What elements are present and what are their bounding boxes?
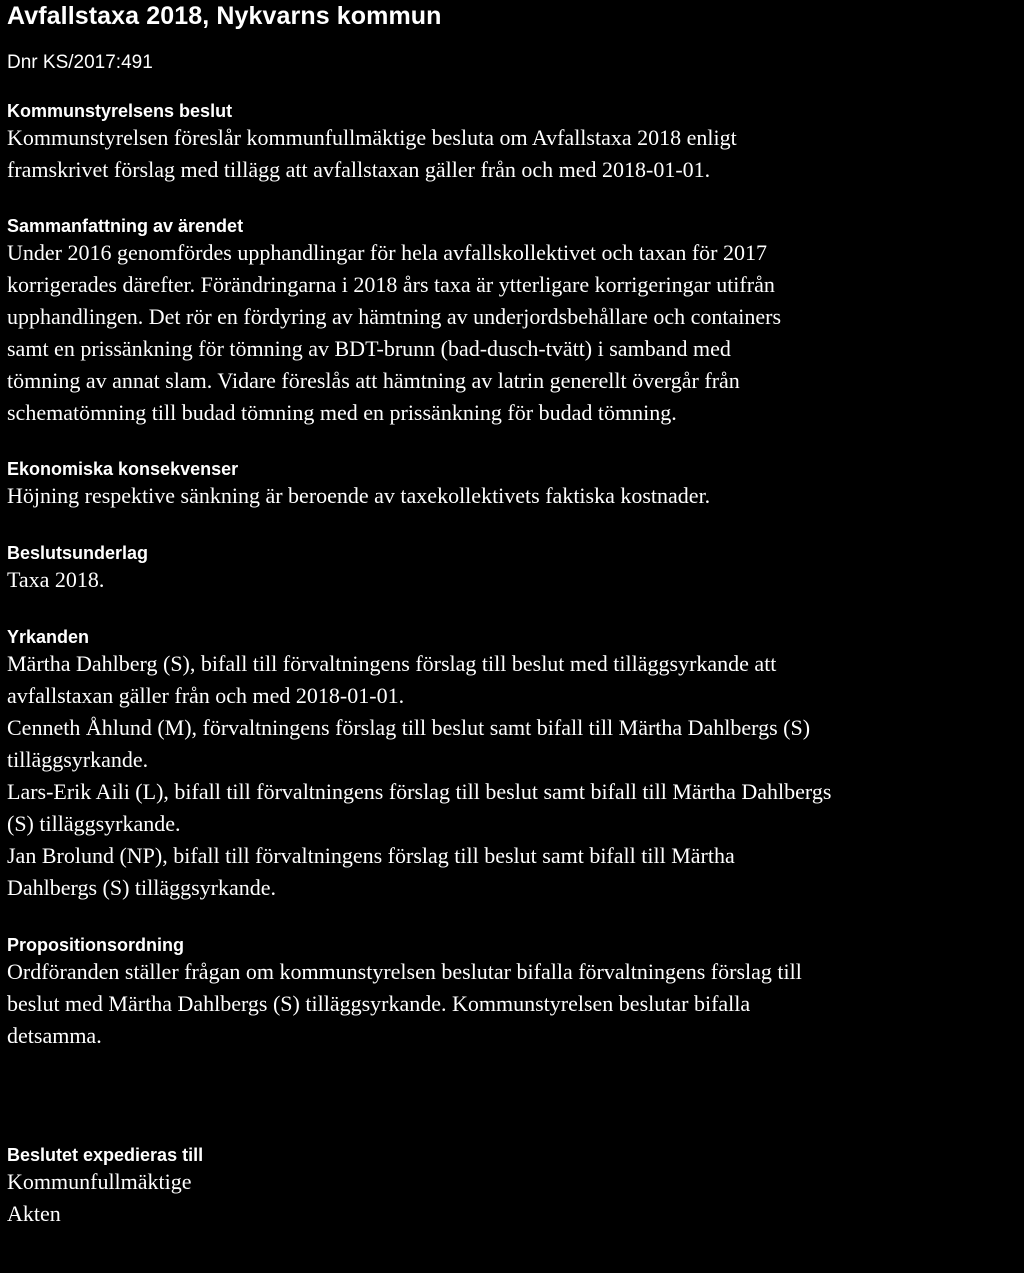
body-line: detsamma. xyxy=(7,1023,102,1048)
section-body xyxy=(7,564,1022,596)
section-beslutet-expedieras-till xyxy=(7,1144,1022,1230)
section-body xyxy=(7,480,1022,512)
body-line: Dahlbergs (S) tilläggsyrkande. xyxy=(7,875,277,900)
section-yrkanden xyxy=(7,626,1022,904)
section-propositionsordning xyxy=(7,934,1022,1052)
section-body xyxy=(7,122,1022,186)
body-line: Märtha Dahlberg (S), bifall till förvaltningens förslag till beslut med tilläggsyrkande att xyxy=(7,651,777,676)
section-heading: Beslutsunderlag xyxy=(7,543,149,563)
body-line: Kommunfullmäktige xyxy=(7,1169,192,1194)
document-title: Avfallstaxa 2018, Nykvarns kommun xyxy=(7,2,442,30)
body-line: (S) tilläggsyrkande. xyxy=(7,811,181,836)
section-ekonomiska-konsekvenser xyxy=(7,458,1022,512)
section-sammanfattning xyxy=(7,215,1022,429)
body-line: Cenneth Åhlund (M), förvaltningens förslag till beslut samt bifall till Märtha Dahlbergs (S) xyxy=(7,715,811,740)
body-line: Akten xyxy=(7,1201,61,1226)
section-beslutsunderlag xyxy=(7,542,1022,596)
document-page xyxy=(7,0,1022,1230)
section-body xyxy=(7,956,1022,1052)
section-heading: Beslutet expedieras till xyxy=(7,1145,204,1165)
section-heading: Ekonomiska konsekvenser xyxy=(7,459,239,479)
body-line: upphandlingen. Det rör en fördyring av hämtning av underjordsbehållare och containers xyxy=(7,304,782,329)
body-line: avfallstaxan gäller från och med 2018-01-01. xyxy=(7,683,405,708)
section-heading: Yrkanden xyxy=(7,627,90,647)
body-line: Taxa 2018. xyxy=(7,567,105,592)
body-line: Under 2016 genomfördes upphandlingar för hela avfallskollektivet och taxan för 2017 xyxy=(7,240,767,265)
body-line: schematömning till budad tömning med en prissänkning för budad tömning. xyxy=(7,400,677,425)
body-line: samt en prissänkning för tömning av BDT-brunn (bad-dusch-tvätt) i samband med xyxy=(7,336,731,361)
section-heading: Kommunstyrelsens beslut xyxy=(7,101,233,121)
section-kommunstyrelsens-beslut xyxy=(7,100,1022,186)
body-line: Lars-Erik Aili (L), bifall till förvaltningens förslag till beslut samt bifall till Märtha Dahlbergs xyxy=(7,779,832,804)
body-line: framskrivet förslag med tillägg att avfallstaxan gäller från och med 2018-01-01. xyxy=(7,157,711,182)
section-body xyxy=(7,1166,1022,1230)
body-line: tömning av annat slam. Vidare föreslås att hämtning av latrin generellt övergår från xyxy=(7,368,740,393)
section-body xyxy=(7,648,1022,904)
body-line: Ordföranden ställer frågan om kommunstyrelsen beslutar bifalla förvaltningens förslag till xyxy=(7,959,802,984)
section-heading: Sammanfattning av ärendet xyxy=(7,216,244,236)
body-line: beslut med Märtha Dahlbergs (S) tilläggsyrkande. Kommunstyrelsen beslutar bifalla xyxy=(7,991,751,1016)
diary-number: Dnr KS/2017:491 xyxy=(7,52,153,73)
body-line: tilläggsyrkande. xyxy=(7,747,149,772)
body-line: Jan Brolund (NP), bifall till förvaltningens förslag till beslut samt bifall till Märtha xyxy=(7,843,735,868)
body-line: Höjning respektive sänkning är beroende av taxekollektivets faktiska kostnader. xyxy=(7,483,711,508)
body-line: Kommunstyrelsen föreslår kommunfullmäktige besluta om Avfallstaxa 2018 enligt xyxy=(7,125,737,150)
body-line: korrigerades därefter. Förändringarna i 2018 års taxa är ytterligare korrigeringar utifrån xyxy=(7,272,775,297)
section-heading: Propositionsordning xyxy=(7,935,184,955)
section-body xyxy=(7,237,1022,429)
